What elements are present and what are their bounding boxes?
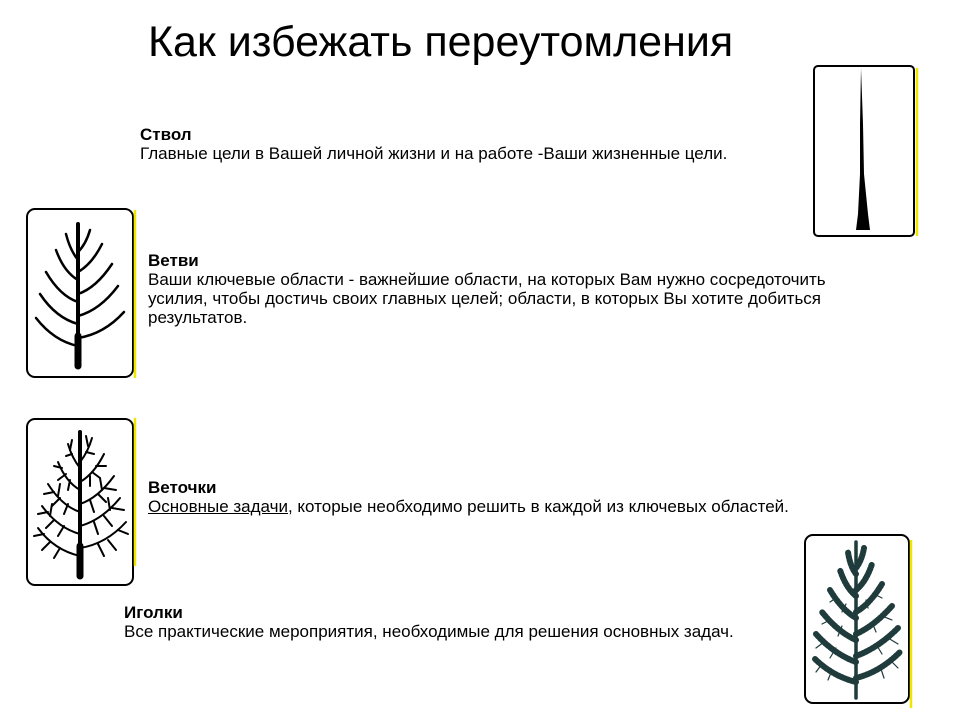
section-heading: Веточки [148, 478, 217, 497]
tree-trunk-icon [808, 64, 923, 240]
fir-tree-needles-icon [802, 532, 916, 708]
section-text-line: Ваши ключевые области - важнейшие области, на которых Вам нужно сосредоточить [148, 270, 826, 289]
section-text-line: результатов. [148, 308, 248, 327]
section-heading: Иголки [124, 603, 183, 622]
section-text-rest: , которые необходимо решить в каждой из ключевых областей. [287, 497, 789, 516]
section-heading: Ствол [140, 125, 192, 144]
section-text: Все практические мероприятия, необходимые для решения основных задач. [124, 622, 734, 641]
section-needles [124, 603, 734, 641]
section-text: Главные цели в Вашей личной жизни и на работе -Ваши жизненные цели. [140, 144, 728, 163]
tree-branches-icon [24, 206, 140, 380]
section-branches [148, 251, 826, 327]
section-text [148, 497, 789, 516]
page-title: Как избежать переутомления [148, 18, 734, 66]
section-heading: Ветви [148, 251, 199, 270]
underlined-term: Основные задачи [148, 497, 288, 516]
section-trunk [140, 125, 727, 163]
section-text-line: усилия, чтобы достичь своих главных целей; области, в которых Вы хотите добиться [148, 289, 822, 308]
section-twigs [148, 478, 789, 516]
tree-twigs-icon [24, 416, 140, 588]
